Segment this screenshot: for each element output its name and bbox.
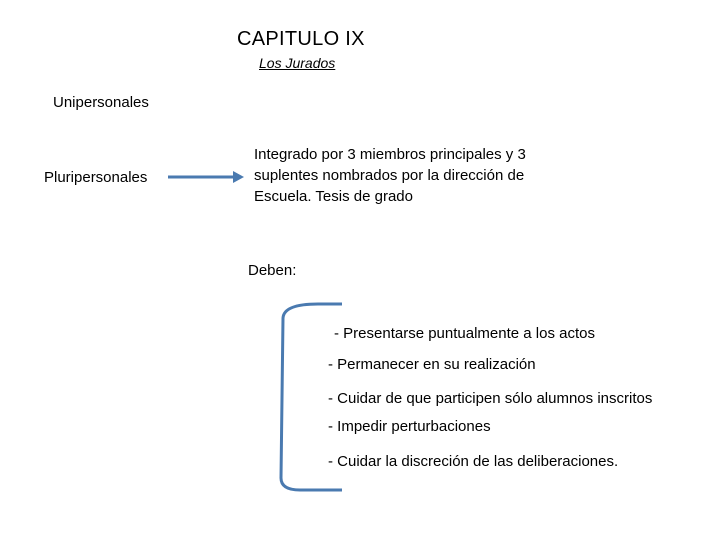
duty-item: - Impedir perturbaciones [328,418,491,435]
duty-item: - Presentarse puntualmente a los actos [334,325,595,342]
duty-item: - Cuidar la discreción de las deliberaciones. [328,453,619,470]
duty-item: - Cuidar de que participen sólo alumnos inscritos [328,390,653,407]
duty-item: - Permanecer en su realización [328,356,536,373]
pluripersonales-label: Pluripersonales [44,169,148,186]
unipersonales-label: Unipersonales [53,94,149,111]
chapter-subtitle: Los Jurados [259,55,336,71]
jury-description: Integrado por 3 miembros principales y 3 suplentes nombrados por la dirección de Escuela. Tesis de grado [254,146,526,205]
deben-label: Deben: [248,262,297,279]
right-arrow [168,171,244,183]
chapter-title: CAPITULO IX [237,28,365,50]
